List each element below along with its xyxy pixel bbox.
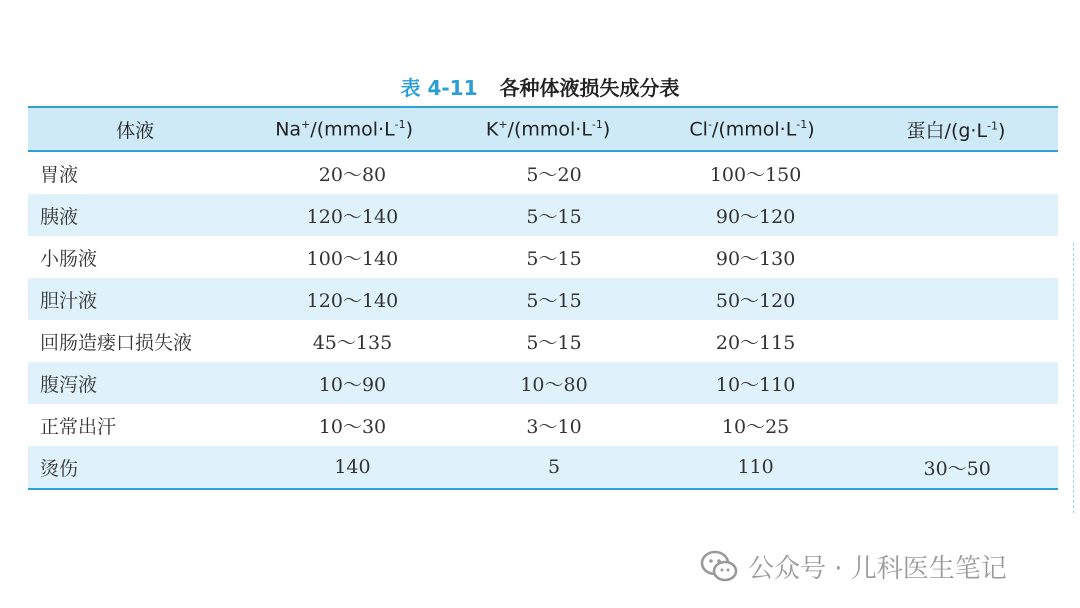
cell-k: 5～15	[526, 247, 582, 270]
cell-cl: 100～150	[709, 163, 802, 186]
cell-k: 5	[547, 456, 561, 478]
cell-cl: 20～115	[715, 331, 796, 354]
cell-na: 10～90	[318, 373, 387, 396]
cell-fluid: 腹泻液	[40, 373, 98, 396]
cell-cl: 90～120	[715, 205, 796, 228]
cell-na: 140	[334, 456, 371, 478]
cell-na: 45～135	[312, 331, 393, 354]
cell-na: 120～140	[306, 289, 399, 312]
cell-fluid: 胆汁液	[40, 289, 98, 312]
header-chloride: $Cl^-/(mmol\cdot L^{-1})$	[689, 117, 815, 141]
cell-cl: 10～110	[715, 373, 796, 396]
table-row	[28, 152, 1058, 194]
cell-fluid: 正常出汗	[40, 415, 117, 438]
table-row	[28, 320, 1058, 362]
cell-k: 5～15	[526, 289, 582, 312]
cell-fluid: 回肠造瘘口损失液	[40, 331, 193, 354]
header-protein: 蛋白$/(g\cdot L^{-1})$	[906, 119, 1006, 142]
table-row	[28, 362, 1058, 404]
cell-na: 120～140	[306, 205, 399, 228]
table-row	[28, 404, 1058, 446]
table-header-row	[28, 108, 1058, 152]
cell-na: 100～140	[306, 247, 399, 270]
cell-k: 3～10	[526, 415, 582, 438]
fluid-loss-table	[28, 106, 1058, 490]
watermark-text: 公众号 · 儿科医生笔记	[748, 554, 1007, 584]
cell-k: 5～20	[526, 163, 582, 186]
watermark	[700, 548, 1007, 585]
cell-fluid: 小肠液	[40, 247, 98, 270]
cell-cl: 10～25	[721, 415, 790, 438]
cell-cl: 50～120	[715, 289, 796, 312]
cell-protein: 30～50	[923, 457, 991, 480]
cell-fluid: 烫伤	[40, 457, 79, 480]
table-caption	[0, 72, 1080, 101]
wechat-icon	[700, 550, 738, 584]
cell-cl: 90～130	[715, 247, 796, 270]
cell-cl: 110	[737, 456, 774, 478]
cell-fluid: 胰液	[40, 205, 79, 228]
table-number: 表 4-11	[400, 76, 478, 100]
cell-k: 5～15	[526, 331, 582, 354]
cell-na: 20～80	[318, 163, 387, 186]
table-row	[28, 194, 1058, 236]
cell-na: 10～30	[318, 415, 387, 438]
cell-fluid: 胃液	[40, 163, 79, 186]
table-row	[28, 236, 1058, 278]
cell-k: 5～15	[526, 205, 582, 228]
table-title: 各种体液损失成分表	[499, 76, 680, 100]
header-sodium: $Na^+/(mmol\cdot L^{-1})$	[275, 117, 414, 141]
header-potassium: $K^+/(mmol\cdot L^{-1})$	[485, 117, 611, 141]
table-row	[28, 278, 1058, 320]
cell-k: 10～80	[520, 373, 588, 396]
header-body-fluid: 体液	[116, 119, 155, 142]
page-edge-marker	[1073, 243, 1074, 513]
table-row	[28, 446, 1058, 488]
